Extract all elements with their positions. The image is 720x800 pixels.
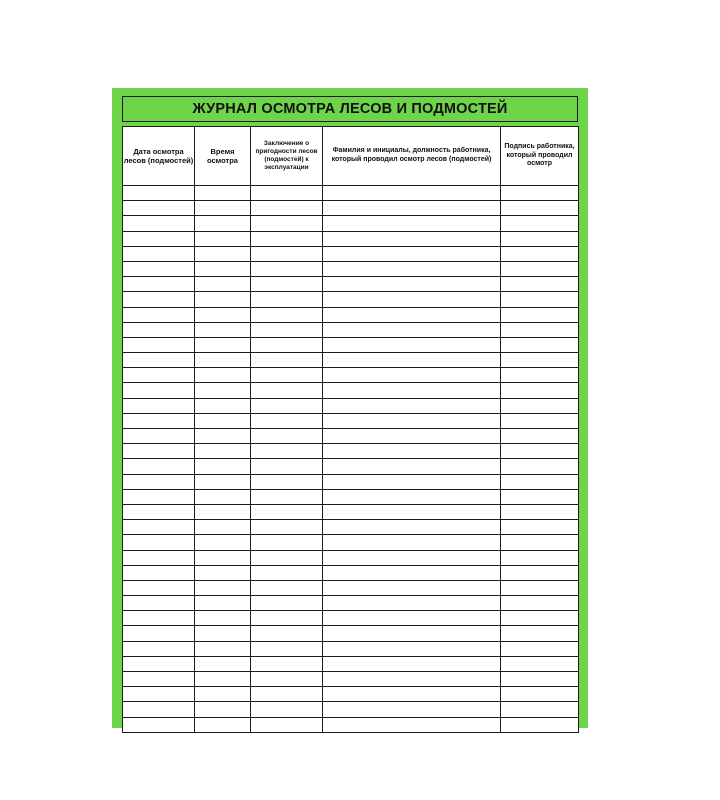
cell-date[interactable]: [123, 337, 195, 352]
cell-signature[interactable]: [501, 201, 579, 216]
table-row: [123, 550, 579, 565]
cell-conclusion[interactable]: [251, 277, 323, 292]
cell-signature[interactable]: [501, 641, 579, 656]
cell-conclusion[interactable]: [251, 186, 323, 201]
cell-date[interactable]: [123, 383, 195, 398]
cell-inspector[interactable]: [323, 580, 501, 595]
cell-time[interactable]: [195, 337, 251, 352]
table-header: [123, 127, 579, 186]
cell-date[interactable]: [123, 626, 195, 641]
cell-time[interactable]: [195, 520, 251, 535]
cell-date[interactable]: [123, 353, 195, 368]
cell-conclusion[interactable]: [251, 672, 323, 687]
cell-inspector[interactable]: [323, 596, 501, 611]
cell-inspector[interactable]: [323, 201, 501, 216]
cell-time[interactable]: [195, 216, 251, 231]
cell-signature[interactable]: [501, 520, 579, 535]
cell-signature[interactable]: [501, 596, 579, 611]
cell-inspector[interactable]: [323, 216, 501, 231]
cell-signature[interactable]: [501, 186, 579, 201]
cell-signature[interactable]: [501, 413, 579, 428]
cell-time[interactable]: [195, 565, 251, 580]
cell-inspector[interactable]: [323, 383, 501, 398]
cell-conclusion[interactable]: [251, 656, 323, 671]
cell-conclusion[interactable]: [251, 216, 323, 231]
cell-date[interactable]: [123, 656, 195, 671]
cell-conclusion[interactable]: [251, 535, 323, 550]
cell-conclusion[interactable]: [251, 687, 323, 702]
cell-signature[interactable]: [501, 353, 579, 368]
cell-time[interactable]: [195, 383, 251, 398]
cell-inspector[interactable]: [323, 702, 501, 717]
cell-time[interactable]: [195, 246, 251, 261]
cell-signature[interactable]: [501, 489, 579, 504]
cell-date[interactable]: [123, 261, 195, 276]
cell-conclusion[interactable]: [251, 459, 323, 474]
cell-time[interactable]: [195, 322, 251, 337]
cell-signature[interactable]: [501, 474, 579, 489]
cell-signature[interactable]: [501, 246, 579, 261]
table-row: [123, 580, 579, 595]
cell-inspector[interactable]: [323, 535, 501, 550]
cell-signature[interactable]: [501, 216, 579, 231]
page-title: ЖУРНАЛ ОСМОТРА ЛЕСОВ И ПОДМОСТЕЙ: [192, 101, 508, 117]
cell-signature[interactable]: [501, 702, 579, 717]
cell-date[interactable]: [123, 580, 195, 595]
cell-conclusion[interactable]: [251, 307, 323, 322]
column-header-date: Дата осмотра лесов (подмостей): [123, 127, 195, 186]
cell-conclusion[interactable]: [251, 596, 323, 611]
cell-date[interactable]: [123, 307, 195, 322]
cell-time[interactable]: [195, 398, 251, 413]
table-row: [123, 353, 579, 368]
table-row: [123, 641, 579, 656]
cell-date[interactable]: [123, 398, 195, 413]
cell-conclusion[interactable]: [251, 489, 323, 504]
cell-inspector[interactable]: [323, 717, 501, 732]
cell-time[interactable]: [195, 277, 251, 292]
column-header-inspector: Фамилия и инициалы, должность работника, который проводил осмотр лесов (подмостей): [323, 127, 501, 186]
cell-conclusion[interactable]: [251, 368, 323, 383]
cell-date[interactable]: [123, 292, 195, 307]
cell-signature[interactable]: [501, 459, 579, 474]
cell-date[interactable]: [123, 216, 195, 231]
cell-signature[interactable]: [501, 550, 579, 565]
cell-conclusion[interactable]: [251, 231, 323, 246]
cell-time[interactable]: [195, 717, 251, 732]
cell-inspector[interactable]: [323, 474, 501, 489]
cell-signature[interactable]: [501, 672, 579, 687]
cell-date[interactable]: [123, 687, 195, 702]
cell-inspector[interactable]: [323, 292, 501, 307]
journal-table: [122, 126, 579, 733]
cell-time[interactable]: [195, 231, 251, 246]
cell-time[interactable]: [195, 687, 251, 702]
cell-time[interactable]: [195, 672, 251, 687]
table-row: [123, 246, 579, 261]
cell-time[interactable]: [195, 641, 251, 656]
table-row: [123, 261, 579, 276]
cell-time[interactable]: [195, 550, 251, 565]
journal-title-bar: [122, 96, 578, 122]
cell-inspector[interactable]: [323, 444, 501, 459]
cell-time[interactable]: [195, 474, 251, 489]
cell-inspector[interactable]: [323, 246, 501, 261]
cell-conclusion[interactable]: [251, 626, 323, 641]
cell-inspector[interactable]: [323, 186, 501, 201]
cell-conclusion[interactable]: [251, 717, 323, 732]
cell-date[interactable]: [123, 504, 195, 519]
cell-date[interactable]: [123, 322, 195, 337]
cell-conclusion[interactable]: [251, 337, 323, 352]
cell-conclusion[interactable]: [251, 383, 323, 398]
cell-signature[interactable]: [501, 504, 579, 519]
table-body: [123, 186, 579, 733]
cell-conclusion[interactable]: [251, 580, 323, 595]
cell-conclusion[interactable]: [251, 429, 323, 444]
cell-time[interactable]: [195, 201, 251, 216]
cell-conclusion[interactable]: [251, 246, 323, 261]
cell-inspector[interactable]: [323, 672, 501, 687]
table-row: [123, 231, 579, 246]
cell-signature[interactable]: [501, 656, 579, 671]
cell-time[interactable]: [195, 429, 251, 444]
table-header-row: [123, 127, 579, 186]
table-row: [123, 216, 579, 231]
cell-signature[interactable]: [501, 277, 579, 292]
table-row: [123, 687, 579, 702]
table-row: [123, 717, 579, 732]
cell-inspector[interactable]: [323, 565, 501, 580]
cell-time[interactable]: [195, 368, 251, 383]
table-row: [123, 413, 579, 428]
table-row: [123, 535, 579, 550]
cell-signature[interactable]: [501, 398, 579, 413]
table-row: [123, 307, 579, 322]
cell-time[interactable]: [195, 292, 251, 307]
cell-inspector[interactable]: [323, 504, 501, 519]
table-row: [123, 702, 579, 717]
table-row: [123, 520, 579, 535]
cell-date[interactable]: [123, 717, 195, 732]
cell-time[interactable]: [195, 489, 251, 504]
cell-inspector[interactable]: [323, 687, 501, 702]
cell-conclusion[interactable]: [251, 292, 323, 307]
cell-time[interactable]: [195, 596, 251, 611]
cell-inspector[interactable]: [323, 626, 501, 641]
cell-date[interactable]: [123, 489, 195, 504]
cell-date[interactable]: [123, 474, 195, 489]
table-row: [123, 656, 579, 671]
table-row: [123, 596, 579, 611]
cell-signature[interactable]: [501, 429, 579, 444]
cell-date[interactable]: [123, 186, 195, 201]
cell-signature[interactable]: [501, 337, 579, 352]
cell-signature[interactable]: [501, 687, 579, 702]
cell-inspector[interactable]: [323, 459, 501, 474]
cell-time[interactable]: [195, 413, 251, 428]
cell-date[interactable]: [123, 550, 195, 565]
cell-inspector[interactable]: [323, 429, 501, 444]
cell-conclusion[interactable]: [251, 504, 323, 519]
cell-signature[interactable]: [501, 383, 579, 398]
cell-conclusion[interactable]: [251, 641, 323, 656]
table-row: [123, 626, 579, 641]
cell-date[interactable]: [123, 641, 195, 656]
cell-date[interactable]: [123, 565, 195, 580]
cell-date[interactable]: [123, 246, 195, 261]
cell-conclusion[interactable]: [251, 201, 323, 216]
cell-inspector[interactable]: [323, 656, 501, 671]
table-row: [123, 322, 579, 337]
cell-date[interactable]: [123, 596, 195, 611]
cell-date[interactable]: [123, 368, 195, 383]
cell-time[interactable]: [195, 504, 251, 519]
cell-signature[interactable]: [501, 231, 579, 246]
cell-time[interactable]: [195, 702, 251, 717]
cell-conclusion[interactable]: [251, 520, 323, 535]
cell-inspector[interactable]: [323, 413, 501, 428]
cell-signature[interactable]: [501, 626, 579, 641]
table-row: [123, 489, 579, 504]
cell-signature[interactable]: [501, 580, 579, 595]
cell-date[interactable]: [123, 444, 195, 459]
cell-conclusion[interactable]: [251, 474, 323, 489]
cell-inspector[interactable]: [323, 307, 501, 322]
table-row: [123, 565, 579, 580]
cell-date[interactable]: [123, 520, 195, 535]
cell-date[interactable]: [123, 201, 195, 216]
cell-inspector[interactable]: [323, 353, 501, 368]
table-row: [123, 444, 579, 459]
cell-time[interactable]: [195, 535, 251, 550]
cell-time[interactable]: [195, 186, 251, 201]
cell-signature[interactable]: [501, 611, 579, 626]
cell-signature[interactable]: [501, 322, 579, 337]
cell-time[interactable]: [195, 626, 251, 641]
cell-signature[interactable]: [501, 535, 579, 550]
cell-date[interactable]: [123, 611, 195, 626]
column-header-conclusion: Заключение о пригодности лесов (подмостей) к эксплуатации: [251, 127, 323, 186]
cell-inspector[interactable]: [323, 261, 501, 276]
cell-conclusion[interactable]: [251, 413, 323, 428]
cell-date[interactable]: [123, 672, 195, 687]
cell-time[interactable]: [195, 444, 251, 459]
cell-inspector[interactable]: [323, 489, 501, 504]
cell-time[interactable]: [195, 307, 251, 322]
table-row: [123, 398, 579, 413]
cell-inspector[interactable]: [323, 611, 501, 626]
cell-inspector[interactable]: [323, 368, 501, 383]
cell-conclusion[interactable]: [251, 550, 323, 565]
cell-time[interactable]: [195, 261, 251, 276]
cell-signature[interactable]: [501, 307, 579, 322]
cell-time[interactable]: [195, 459, 251, 474]
cell-time[interactable]: [195, 611, 251, 626]
cell-inspector[interactable]: [323, 322, 501, 337]
table-row: [123, 429, 579, 444]
cell-time[interactable]: [195, 580, 251, 595]
table-row: [123, 277, 579, 292]
column-header-signature: Подпись работника, который проводил осмотр: [501, 127, 579, 186]
table-row: [123, 368, 579, 383]
cell-conclusion[interactable]: [251, 322, 323, 337]
cell-date[interactable]: [123, 413, 195, 428]
cell-signature[interactable]: [501, 444, 579, 459]
table-row: [123, 611, 579, 626]
table-row: [123, 383, 579, 398]
table-row: [123, 474, 579, 489]
cell-date[interactable]: [123, 459, 195, 474]
cell-date[interactable]: [123, 535, 195, 550]
journal-board: [112, 88, 588, 728]
cell-time[interactable]: [195, 656, 251, 671]
column-header-time: Время осмотра: [195, 127, 251, 186]
table-row: [123, 292, 579, 307]
table-row: [123, 186, 579, 201]
cell-inspector[interactable]: [323, 277, 501, 292]
cell-signature[interactable]: [501, 368, 579, 383]
cell-signature[interactable]: [501, 565, 579, 580]
cell-signature[interactable]: [501, 292, 579, 307]
cell-conclusion[interactable]: [251, 444, 323, 459]
cell-inspector[interactable]: [323, 398, 501, 413]
cell-date[interactable]: [123, 231, 195, 246]
cell-inspector[interactable]: [323, 550, 501, 565]
cell-conclusion[interactable]: [251, 611, 323, 626]
cell-signature[interactable]: [501, 717, 579, 732]
cell-inspector[interactable]: [323, 231, 501, 246]
table-row: [123, 672, 579, 687]
cell-conclusion[interactable]: [251, 702, 323, 717]
cell-conclusion[interactable]: [251, 261, 323, 276]
cell-time[interactable]: [195, 353, 251, 368]
cell-conclusion[interactable]: [251, 353, 323, 368]
cell-inspector[interactable]: [323, 337, 501, 352]
cell-inspector[interactable]: [323, 641, 501, 656]
table-row: [123, 201, 579, 216]
table-row: [123, 337, 579, 352]
cell-conclusion[interactable]: [251, 565, 323, 580]
cell-date[interactable]: [123, 429, 195, 444]
table-row: [123, 504, 579, 519]
cell-signature[interactable]: [501, 261, 579, 276]
cell-date[interactable]: [123, 702, 195, 717]
cell-date[interactable]: [123, 277, 195, 292]
table-row: [123, 459, 579, 474]
cell-conclusion[interactable]: [251, 398, 323, 413]
cell-inspector[interactable]: [323, 520, 501, 535]
